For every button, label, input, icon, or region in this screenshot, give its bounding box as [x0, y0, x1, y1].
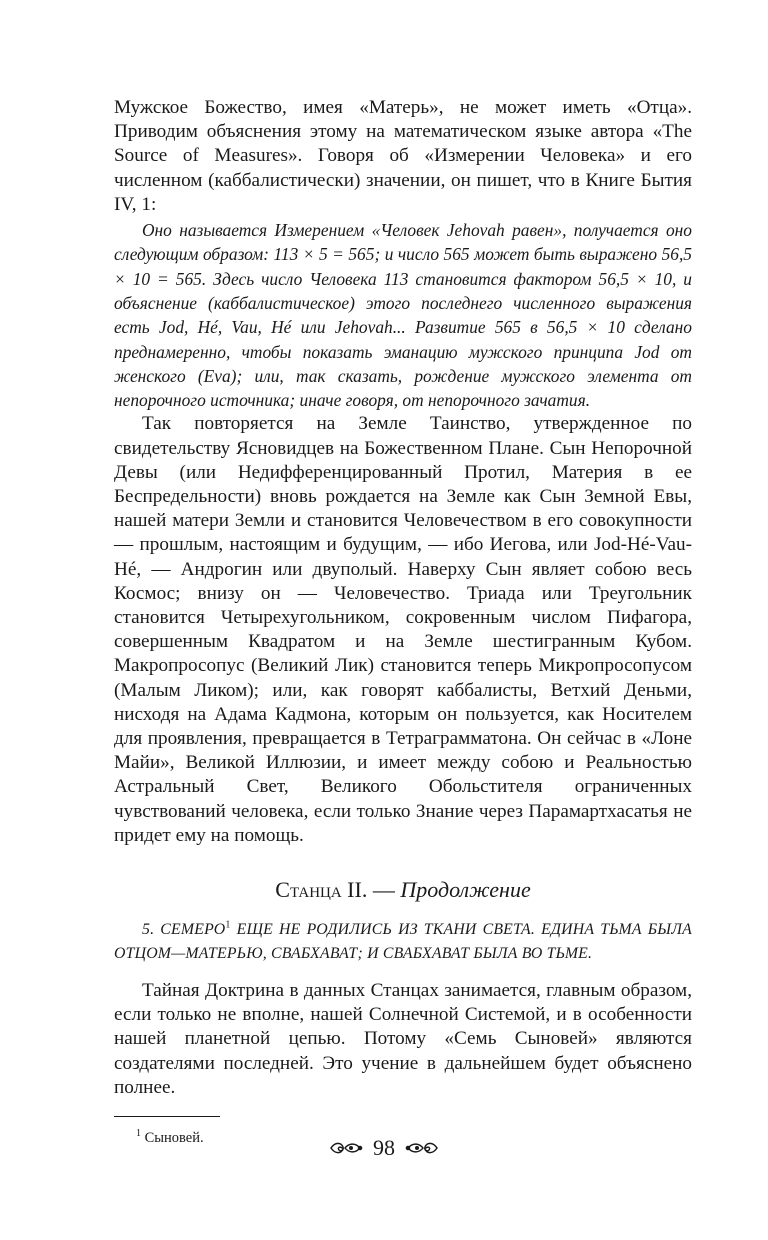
- footnote-divider: [114, 1116, 220, 1117]
- stanza-verse-start: 5. СЕМЕРО: [142, 921, 226, 939]
- stanza-verse: [114, 918, 692, 966]
- footnote-reference[interactable]: 1: [225, 919, 231, 931]
- quotation-block: Оно называется Измерением «Человек Jehovah равен», получается оно следующим образом: 113 × 5 = 565; и число 565 может быть выражено 56,5 × 10 = 565. Здесь число Человека 113 становится фактором 56,5 × 10, и объяснение (каббалистическое) этого последнего численного выражения есть Jod, Hé, Vau, Hé или Jehovah... Развитие 565 в 56,5 × 10 сделано преднамеренно, чтобы показать эманацию мужского принципа Jod от женского (Eva); или, так сказать, рождение мужского элемента от непорочного источника; иначе говоря, от непорочного зачатия.: [114, 220, 692, 411]
- paragraph-main: Так повторяется на Земле Таинство, утвержденное по свидетельству Ясновидцев на Божественном Плане. Сын Непорочной Девы (или Недифференцированный Протил, Материя в ее Беспредельности) вновь рождается на Земле как Сын Земной Евы, нашей матери Земли и становится Человечеством в его совокупности — прошлым, настоящим и будущим, — ибо Иегова, или Jod-Hé-Vau-Hé, — Андрогин или двуполый. Наверху Сын являет собою весь Космос; внизу он — Человечество. Триада или Треугольник становится Четырехугольником, сокровенным числом Пифагора, совершенным Квадратом и на Земле шестигранным Кубом. Макропросопус (Великий Лик) становится теперь Микропросопусом (Малым Ликом); или, как говорят каббалисты, Ветхий Деньми, нисходя на Адама Кадмона, которым он пользуется, как Носителем для проявления, превращается в Тетраграмматона. Он сейчас в «Лоне Майи», Великой Иллюзии, и имеет между собою и Реальностью Астральный Свет, Великого Обольстителя ограниченных чувствований человека, если только Знание через Парамартхасатья не придет ему на помощь.: [114, 413, 692, 846]
- page-number: 98: [373, 1134, 395, 1160]
- footnote-text: Сыновей.: [141, 1130, 204, 1147]
- stanza-verse-rest: ЕЩЕ НЕ РОДИЛИСЬ ИЗ ТКАНИ СВЕТА. ЕДИНА ТЬМА БЫЛА ОТЦОМ—МАТЕРЬЮ, СВАБХАВАТ; И СВАБХАВАТ БЫЛА ВО ТЬМЕ.: [114, 921, 692, 963]
- paragraph-intro: Мужское Божество, имея «Матерь», не может иметь «Отца». Приводим объяснения этому на математическом языке автора «The Source of Measures». Говоря об «Измерении Человека» и его численном (каббалистически) значении, он пишет, что в Книге Бытия IV, 1:: [114, 97, 692, 215]
- right-ornament-icon: [405, 1140, 439, 1156]
- paragraph-commentary: Тайная Доктрина в данных Станцах занимается, главным образом, если только не вполне, нашей Солнечной Системой, и в особенности нашей планетной цепью. Потому «Семь Сыновей» являются создателями последней. Это учение в дальнейшем будет объяснено полнее.: [114, 980, 692, 1098]
- heading-continuation: Продолжение: [400, 877, 531, 903]
- section-heading: [114, 876, 692, 904]
- heading-dash: —: [367, 877, 401, 903]
- left-ornament-icon: [329, 1140, 363, 1156]
- page-body: [114, 96, 692, 1148]
- page-footer: [0, 1132, 768, 1162]
- footnote-marker: 1: [136, 1128, 141, 1140]
- heading-stanza: Станца II.: [275, 877, 368, 903]
